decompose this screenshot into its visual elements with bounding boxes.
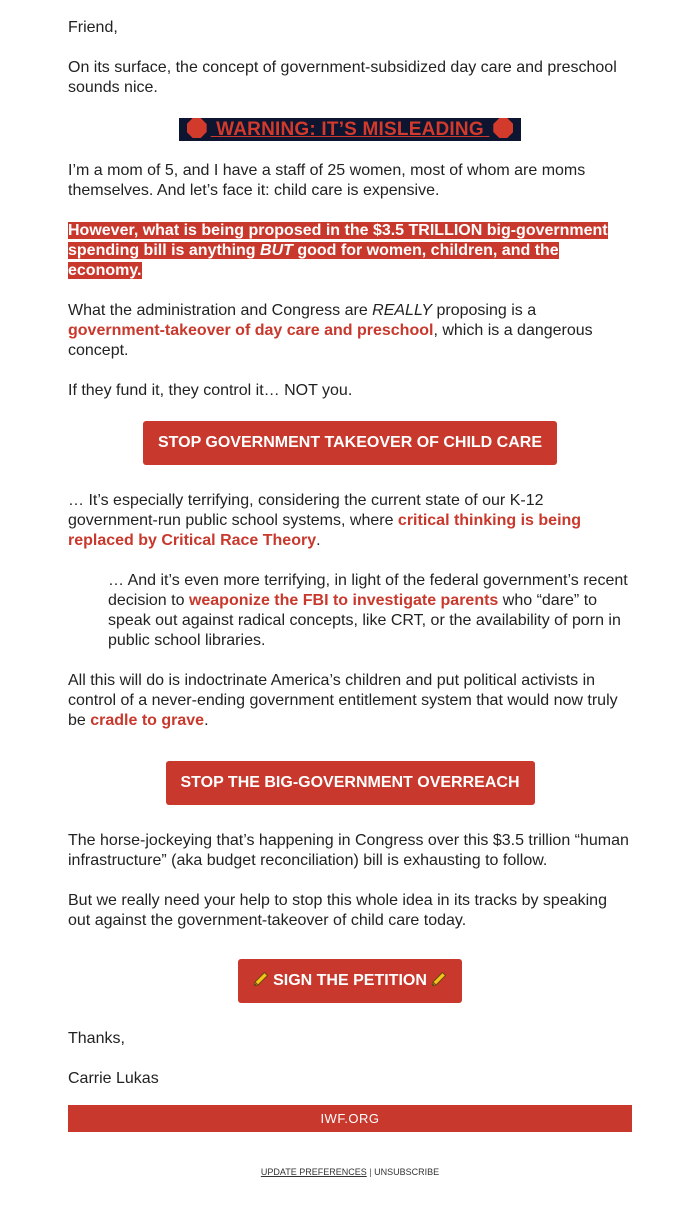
highlight-text-after: good for women, children, and the economy. (68, 242, 559, 279)
proposal-text-mid: proposing is a (432, 302, 537, 319)
takeover-link[interactable]: government-takeover of day care and preschool (68, 322, 434, 339)
warning-text: WARNING: IT’S MISLEADING (216, 119, 484, 140)
crt-link[interactable]: critical thinking is being replaced by Critical Race Theory (68, 512, 582, 549)
warning-banner (179, 118, 522, 141)
email-body (68, 18, 632, 1089)
paragraph-mom: I’m a mom of 5, and I have a staff of 25 women, most of whom are moms themselves. And let’s face it: child care is expensive. (68, 162, 586, 199)
highlight-text (68, 222, 608, 279)
closing-thanks: Thanks, (68, 1030, 125, 1047)
button1-wrap (68, 421, 632, 465)
paragraph-k12 (68, 491, 632, 551)
footer-links (0, 1166, 700, 1178)
button3-wrap (68, 959, 632, 1003)
highlight-text-before: However, what is being proposed in the $3.5 TRILLION big-government spending bill is anything (68, 222, 608, 259)
stop-overreach-button[interactable]: STOP THE BIG-GOVERNMENT OVERREACH (166, 761, 535, 805)
button2-wrap (68, 761, 632, 805)
highlight-emphasis: BUT (260, 242, 293, 259)
proposal-emphasis: REALLY (372, 302, 433, 319)
unsubscribe-link[interactable]: UNSUBSCRIBE (374, 1167, 440, 1177)
paragraph-control: If they fund it, they control it… NOT you. (68, 382, 353, 399)
sign-petition-label: SIGN THE PETITION (273, 972, 427, 989)
fbi-text-after: who “dare” to speak out against radical concepts, like CRT, or the availability of porn in public school libraries. (108, 592, 621, 649)
signature: Carrie Lukas (68, 1070, 159, 1087)
stop-takeover-button[interactable]: STOP GOVERNMENT TAKEOVER OF CHILD CARE (143, 421, 557, 465)
k12-text-after: . (316, 532, 321, 549)
k12-text-before: … It’s especially terrifying, considering the current state of our K-12 government-run public school systems, where (68, 492, 544, 529)
paragraph-help: But we really need your help to stop this whole idea in its tracks by speaking out against the government-takeover of child care today. (68, 892, 607, 929)
paragraph-congress: The horse-jockeying that’s happening in Congress over this $3.5 trillion “human infrastructure” (aka budget reconciliation) bill is exhausting to follow. (68, 832, 629, 869)
fbi-text-before: … And it’s even more terrifying, in light of the federal government’s recent decision to (108, 572, 628, 609)
footer-site-bar[interactable] (68, 1105, 632, 1132)
paragraph-highlight (68, 221, 632, 281)
fbi-link[interactable]: weaponize the FBI to investigate parents (188, 592, 499, 609)
greeting: Friend, (68, 19, 118, 36)
paragraph-proposal (68, 301, 632, 361)
paragraph-intro: On its surface, the concept of government-subsidized day care and preschool sounds nice. (68, 59, 617, 96)
cradle-to-grave-link[interactable]: cradle to grave (90, 712, 205, 729)
update-preferences-link[interactable]: UPDATE PREFERENCES (260, 1167, 367, 1177)
sign-petition-button[interactable] (238, 959, 463, 1003)
warning-banner-wrap (68, 118, 632, 141)
pencil-icon (431, 971, 447, 987)
indoctrinate-text-before: All this will do is indoctrinate America’s children and put political activists in control of a never-ending government entitlement system that would now truly be (68, 672, 618, 729)
indoctrinate-text-after: . (204, 712, 209, 729)
proposal-text-after: , which is a dangerous concept. (68, 322, 593, 359)
paragraph-fbi (108, 571, 632, 651)
pencil-icon (253, 971, 269, 987)
footer-separator: | (366, 1167, 375, 1177)
proposal-text-before: What the administration and Congress are (68, 302, 373, 319)
stop-sign-icon (493, 118, 513, 138)
stop-sign-icon (187, 118, 207, 138)
footer-site-link[interactable]: IWF.ORG (320, 1111, 380, 1126)
paragraph-indoctrinate (68, 671, 632, 731)
